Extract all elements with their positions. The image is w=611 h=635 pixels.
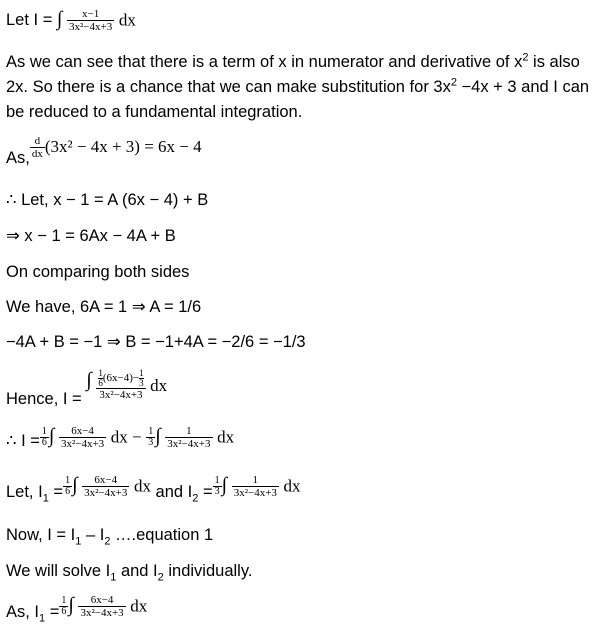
- c2-num: 1: [214, 475, 220, 486]
- second-fraction: [165, 425, 212, 450]
- dx-minus-label: dx −: [110, 427, 142, 447]
- text-line: −4A + B = −1 ⇒ B = −1+4A = −2/6 = −1/3: [6, 333, 306, 351]
- integral-sign: ∫: [68, 593, 74, 616]
- coef-b-num: 1: [139, 368, 144, 378]
- now-text-c: ….equation 1: [110, 526, 214, 544]
- as-i1-fraction: [78, 594, 125, 619]
- dx-label: dx: [217, 427, 235, 447]
- c1-den: 6: [65, 486, 71, 497]
- c2-num: 1: [148, 426, 154, 437]
- solve-text-b: and I: [116, 562, 158, 580]
- integral-sign: ∫: [48, 424, 55, 447]
- explanation-sup-2: 2: [450, 76, 457, 89]
- let-i-label: Let I =: [6, 10, 53, 29]
- hence-label: Hence, I =: [6, 390, 82, 409]
- coef-one-sixth: [59, 596, 68, 617]
- eq-sign: =: [48, 482, 64, 501]
- solve-text-c: individually.: [163, 562, 253, 580]
- now-text-a: Now, I = I: [6, 526, 76, 544]
- i1-numerator: 6x−4: [82, 474, 129, 487]
- hence-line: [6, 368, 168, 409]
- explanation-text-1: As we can see that there is a term of x in numerator and derivative of x: [6, 53, 523, 71]
- eq-sign: =: [198, 482, 213, 501]
- first-numerator: 6x−4: [59, 425, 106, 438]
- integral-sign: ∫: [221, 473, 228, 496]
- coef-a-den: 6: [98, 378, 103, 388]
- second-numerator: 1: [165, 425, 212, 438]
- integral-sign: ∫: [56, 7, 63, 30]
- sub-2: 2: [157, 571, 164, 584]
- second-denominator: 3x²−4x+3: [167, 438, 211, 450]
- coef-one-sixth: [63, 476, 72, 497]
- sub-1: 1: [75, 535, 82, 548]
- integrand-denominator: 3x²−4x+3: [69, 21, 113, 33]
- text-line: We have, 6A = 1 ⇒ A = 1/6: [6, 298, 202, 316]
- c1-num: 1: [65, 475, 71, 486]
- solve-line: [6, 562, 252, 582]
- sub-1: 1: [110, 571, 117, 584]
- explanation-text-3: −4x + 3 and I can be reduced to a fundamental integration.: [6, 78, 590, 121]
- and-i2-label: [155, 482, 213, 505]
- solve-text-a: We will solve I: [6, 562, 111, 580]
- i2-numerator: 1: [232, 474, 279, 487]
- derivative-expression: (3x² − 4x + 3) = 6x − 4: [44, 136, 202, 156]
- therefore-label: ∴ I =: [6, 431, 40, 450]
- i1-denominator: 3x²−4x+3: [84, 487, 128, 499]
- coef-b: [139, 369, 144, 388]
- c2-den: 3: [214, 486, 220, 497]
- hence-numerator: [96, 369, 145, 389]
- integrand-fraction: [67, 8, 114, 33]
- dx-label: dx: [150, 375, 168, 395]
- let-i1-i2-line: [6, 473, 301, 505]
- explanation-text-2: is also 2x. So there is a chance that we can make substitution for 3x: [6, 53, 580, 96]
- dx-label: dx: [283, 476, 301, 496]
- i1-fraction: [82, 474, 129, 499]
- dx-label: dx: [130, 596, 148, 616]
- text-line: ∴ Let, x − 1 = A (6x − 4) + B: [6, 191, 209, 209]
- now-line: [6, 526, 213, 546]
- sub-1: 1: [39, 612, 46, 625]
- c-num: 1: [61, 595, 67, 606]
- sub-2: 2: [104, 535, 111, 548]
- coef-a-num: 1: [98, 368, 103, 378]
- sub-2: 2: [192, 492, 199, 505]
- let-i1-text: Let, I: [6, 482, 43, 501]
- integral-sign: ∫: [72, 473, 78, 496]
- c1-num: 1: [41, 426, 47, 437]
- derivative-line: [6, 135, 202, 167]
- integrand-numerator: x−1: [67, 8, 114, 21]
- d-numerator: d: [30, 135, 45, 148]
- first-denominator: 3x²−4x+3: [60, 438, 105, 450]
- as-i1-line: [6, 593, 148, 625]
- text-line: ⇒ x − 1 = 6Ax − 4A + B: [6, 227, 176, 245]
- i2-fraction: [232, 474, 279, 499]
- as-i1-text: As, I: [6, 602, 40, 621]
- eq-sign: =: [45, 602, 60, 621]
- dx-label: dx: [133, 476, 151, 496]
- as-i1-label: [6, 602, 60, 625]
- i2-denominator: 3x²−4x+3: [233, 487, 277, 499]
- coef-one-third: [146, 427, 155, 448]
- hence-fraction: [96, 369, 145, 401]
- integral-sign: ∫: [86, 369, 92, 391]
- d-dx-fraction: [30, 135, 45, 160]
- c1-den: 6: [41, 437, 47, 448]
- first-fraction: [59, 425, 106, 450]
- therefore-line: [6, 425, 234, 450]
- coef-one-sixth: [40, 427, 49, 448]
- sub-1: 1: [42, 492, 49, 505]
- coef-one-third: [213, 476, 222, 497]
- c2-den: 3: [148, 437, 154, 448]
- dx-label: dx: [118, 10, 136, 30]
- integral-sign: ∫: [155, 424, 161, 447]
- explanation-paragraph: [6, 50, 606, 125]
- text-line: On comparing both sides: [6, 263, 190, 281]
- let-i-integral: [6, 8, 136, 33]
- as-i1-denominator: 3x²−4x+3: [80, 607, 124, 619]
- as-i1-numerator: 6x−4: [78, 594, 125, 607]
- d-denominator: dx: [31, 148, 43, 160]
- let-i1-label: [6, 482, 64, 505]
- as-label: As,: [6, 148, 30, 167]
- explanation-sup-1: 2: [522, 51, 529, 64]
- now-text-b: – I: [81, 526, 105, 544]
- hence-numerator-mid: (6x−4)−: [102, 372, 140, 385]
- coef-b-den: 3: [139, 378, 144, 388]
- hence-denominator: 3x²−4x+3: [99, 389, 143, 401]
- and-text: and I: [155, 482, 193, 501]
- c-den: 6: [61, 606, 67, 617]
